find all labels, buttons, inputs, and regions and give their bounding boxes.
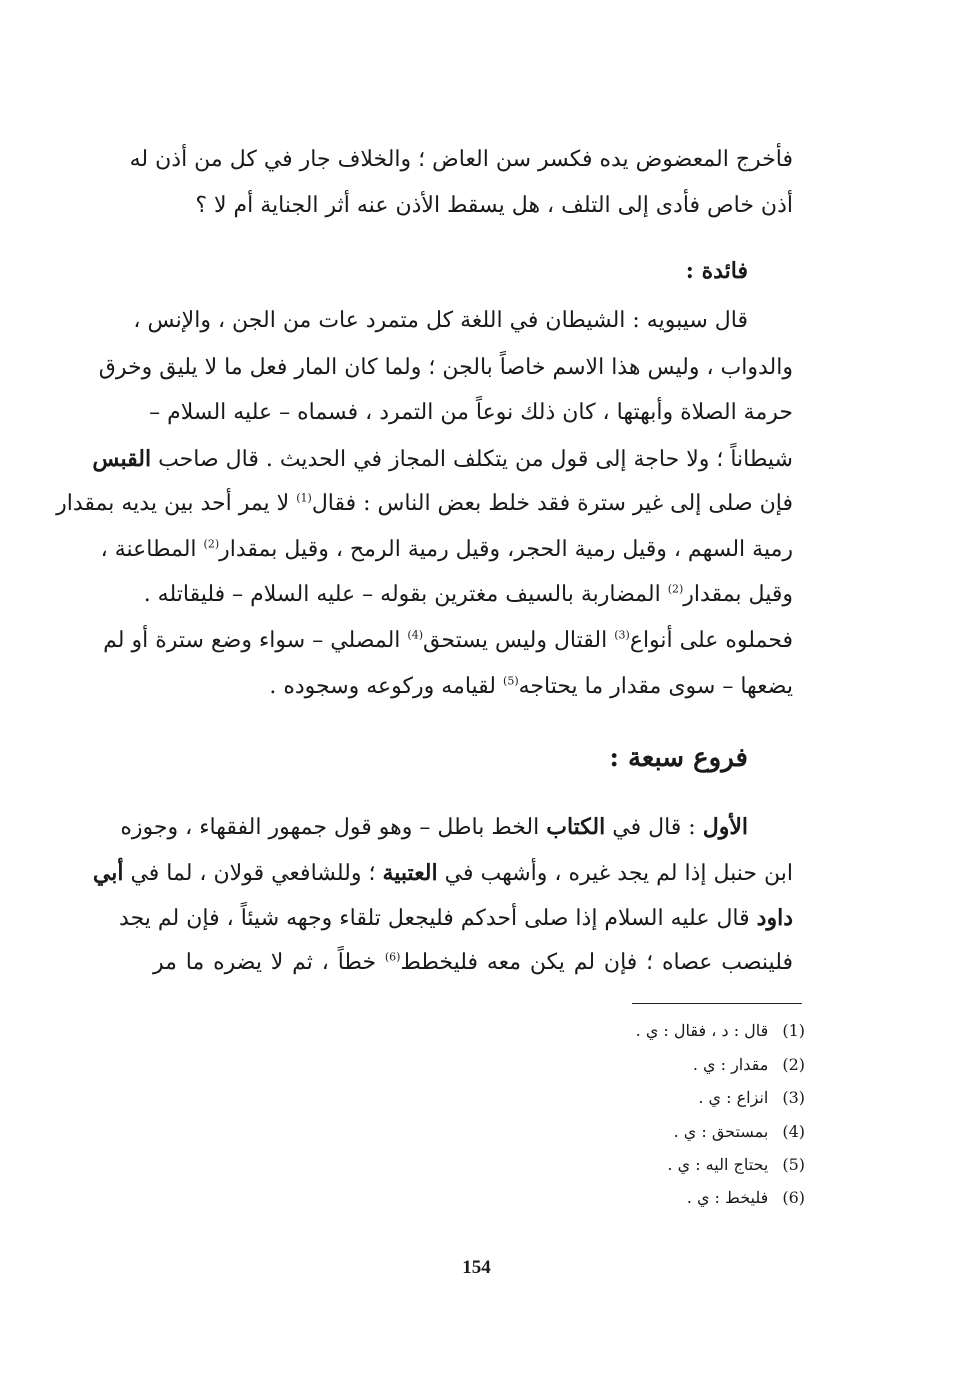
- text-span: الخط باطل – وهو قول جمهور الفقهاء ، وجوزه: [120, 815, 547, 840]
- text-span: فإن صلى إلى غير سترة فقد خلط بعض الناس : فقال: [311, 491, 793, 516]
- bold-book-title: القبس: [92, 446, 152, 472]
- footnote-marker: (5): [503, 674, 519, 688]
- paragraph-1-line-1: [129, 145, 793, 175]
- text-span: : قال في: [605, 815, 703, 840]
- text-span: المضاربة بالسيف مغترين بقوله – عليه السلام – فليقاتله .: [143, 582, 668, 607]
- footnote-number: (2): [782, 1055, 805, 1074]
- text-span: المطاعنة ،: [100, 537, 204, 562]
- text-span: ؛ وللشافعي قولان ، لما في: [123, 861, 383, 886]
- text-span: فأخرج المعضوض يده فكسر سن العاض ؛ والخلاف جار في كل من أذن له: [129, 147, 793, 172]
- paragraph-3-line-1: [120, 812, 748, 843]
- paragraph-2-line-7: [143, 580, 793, 610]
- paragraph-2-line-6: [100, 535, 793, 565]
- paragraph-2-line-1: [133, 306, 748, 336]
- footnote-text: يحتاج اليه : ي .: [667, 1155, 769, 1174]
- footnote-text: بمستحق : ي .: [673, 1122, 769, 1141]
- page-number: 154: [462, 1257, 491, 1278]
- footnote-4: [674, 1121, 805, 1143]
- footnote-marker: (6): [384, 950, 401, 964]
- bold-book-title: الكتاب: [546, 814, 606, 840]
- bold-book-title: العتبية: [382, 860, 438, 886]
- text-span: وقيل بمقدار: [683, 582, 793, 607]
- text-span: يضعها – سوى مقدار ما يحتاجه: [518, 674, 793, 699]
- text-span: قال سيبويه : الشيطان في اللغة كل متمرد عات من الجن ، والإنس ،: [133, 308, 748, 333]
- footnote-number: (4): [782, 1122, 805, 1141]
- footnote-marker: (3): [614, 628, 630, 642]
- paragraph-2-line-2: [98, 353, 793, 383]
- footnote-text: قال : د ، فقال : ي .: [635, 1021, 769, 1040]
- footnote-number: (1): [782, 1021, 805, 1040]
- text-span: فلينصب عصاه ؛ فإن لم يكن معه فليخطط: [400, 950, 793, 975]
- text-span: حرمة الصلاة وأبهتها ، كان ذلك نوعاً من التمرد ، فسماه – عليه السلام –: [149, 400, 793, 425]
- footnote-marker: (4): [407, 628, 424, 642]
- text-span: لقيامه وركوعه وسجوده .: [269, 674, 504, 699]
- footnote-number: (5): [782, 1155, 805, 1174]
- text-span: القتال وليس يستحق: [423, 628, 615, 653]
- footnote-marker: (2): [667, 582, 684, 596]
- bold-author-name: داود: [756, 905, 793, 931]
- footnote-text: فليخط : ي .: [686, 1188, 769, 1207]
- text-span: ابن حنبل إذا لم يجد غيره ، وأشهب في: [437, 861, 793, 886]
- footnote-3: [698, 1087, 805, 1109]
- bold-ordinal: الأول: [702, 814, 748, 840]
- footnote-number: (3): [782, 1088, 805, 1107]
- heading-furu-sabaa: فروع سبعة :: [609, 743, 748, 773]
- text-span: أذن خاص فأدى إلى التلف ، هل يسقط الأذن عنه أثر الجناية أم لا ؟: [195, 193, 793, 218]
- paragraph-2-line-8: [103, 626, 793, 656]
- footnote-6: [687, 1187, 805, 1209]
- text-span: قال عليه السلام إذا صلى أحدكم فليجعل تلقاء وجهه شيئاً ، فإن لم يجد: [119, 906, 757, 931]
- paragraph-3-line-3: [119, 903, 793, 934]
- footnote-1: [636, 1020, 805, 1042]
- text-span: المصلي – سواء وضع سترة أو لم: [103, 628, 408, 653]
- bold-author-name: أبي: [92, 860, 124, 886]
- paragraph-1-line-2: [153, 191, 793, 221]
- footnote-5: [667, 1154, 805, 1176]
- paragraph-3-line-4: [153, 948, 793, 978]
- text-span: فحملوه على أنواع: [629, 628, 793, 653]
- text-span: لا يمر أحد بين يديه بمقدار: [56, 491, 297, 516]
- text-span: خطاً ، ثم لا يضره ما مر: [153, 950, 385, 975]
- paragraph-2-line-5: [56, 489, 793, 519]
- paragraph-3-line-2: [92, 858, 793, 889]
- text-span: شيطاناً ؛ ولا حاجة إلى قول من يتكلف المجاز في الحديث . قال صاحب: [158, 447, 793, 472]
- footnote-2: [693, 1054, 805, 1076]
- text-span: رمية السهم ، وقيل رمية الحجر، وقيل رمية الرمح ، وقيل بمقدار: [219, 537, 793, 562]
- text-span: والدواب ، وليس هذا الاسم خاصاً بالجن ؛ ولما كان المار فعل ما لا يليق وخرق: [98, 355, 793, 380]
- footnote-text: انزاع : ي .: [698, 1088, 769, 1107]
- footnote-number: (6): [782, 1188, 805, 1207]
- footnote-text: مقدار : ي .: [692, 1055, 769, 1074]
- heading-faida: فائدة :: [685, 258, 748, 284]
- footnote-marker: (2): [203, 537, 220, 551]
- footnote-separator: [632, 1003, 802, 1004]
- paragraph-2-line-3: [149, 398, 793, 428]
- paragraph-2-line-9: [153, 672, 793, 702]
- paragraph-2-line-4: [92, 444, 793, 475]
- footnote-marker: (1): [296, 491, 312, 505]
